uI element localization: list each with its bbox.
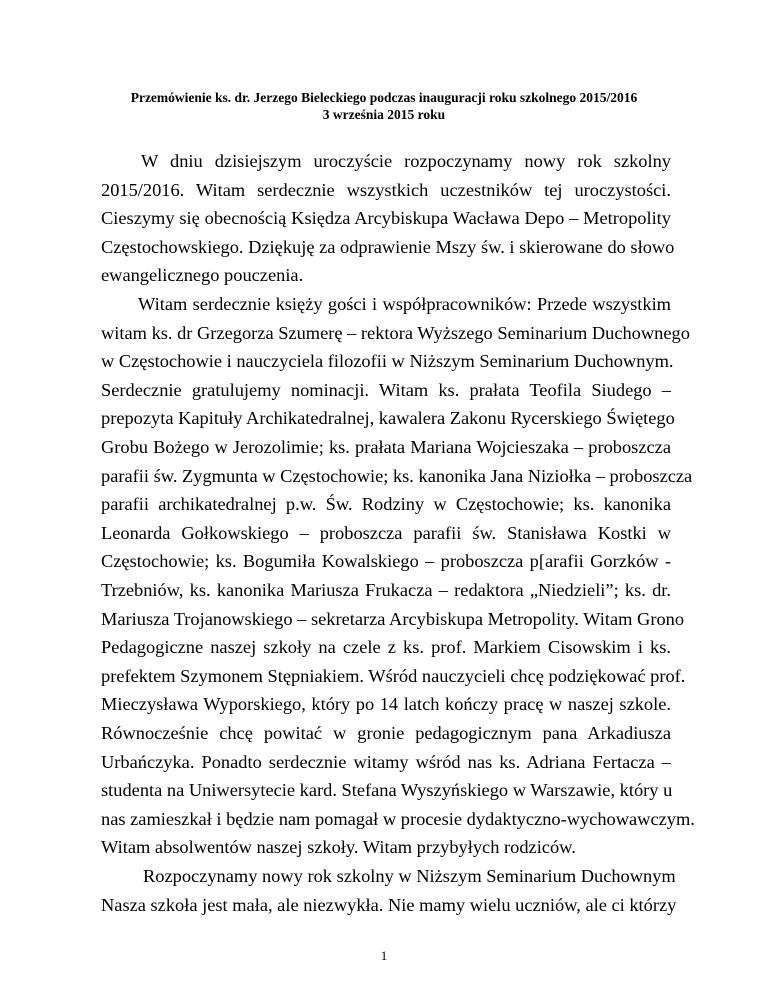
text-line: Grobu Bożego w Jerozolimie; ks. prałata Mariana Wojcieszaka – proboszcza xyxy=(101,437,671,457)
page-number: 1 xyxy=(380,948,388,963)
text-line: Witam absolwentów naszej szkoły. Witam przybyłych rodziców. xyxy=(101,837,576,858)
text-line: prepozyta Kapituły Archikatedralnej, kawalera Zakonu Rycerskiego Świętego xyxy=(101,408,675,429)
text-line: ewangelicznego pouczenia. xyxy=(101,265,304,286)
text-line: nas zamieszkał i będzie nam pomagał w procesie dydaktyczno-wychowawczym. xyxy=(101,808,695,829)
text-line: Urbańczyka. Ponadto serdecznie witamy wśród nas ks. Adriana Fertacza – xyxy=(101,751,671,772)
text-line: parafii archikatedralnej p.w. Św. Rodziny w Częstochowie; ks. kanonika xyxy=(101,494,671,515)
text-line: w Częstochowie i nauczyciela filozofii w Niższym Seminarium Duchownym. xyxy=(101,351,674,372)
text-line: witam ks. dr Grzegorza Szumerę – rektora Wyższego Seminarium Duchownego xyxy=(101,322,690,343)
document-date: 3 września 2015 roku xyxy=(322,107,446,122)
text-line: Równocześnie chcę powitać w gronie pedagogicznym pana Arkadiusza xyxy=(101,723,671,743)
text-line: Trzebniów, ks. kanonika Mariusza Frukacza – redaktora „Niedzieli”; ks. dr. xyxy=(101,580,671,600)
text-line: prefektem Szymonem Stępniakiem. Wśród nauczycieli chcę podziękować prof. xyxy=(101,665,686,686)
text-line: Rozpoczynamy nowy rok szkolny w Niższym Seminarium Duchownym xyxy=(143,866,676,886)
text-line: studenta na Uniwersytecie kard. Stefana Wyszyńskiego w Warszawie, który u xyxy=(101,780,673,801)
text-line: W dniu dzisiejszym uroczyście rozpoczynamy nowy rok szkolny xyxy=(141,151,671,171)
text-line: Nasza szkoła jest mała, ale niezwykła. Nie mamy wielu uczniów, ale ci którzy xyxy=(101,894,677,915)
text-line: 2015/2016. Witam serdecznie wszystkich uczestników tej uroczystości. xyxy=(101,179,671,200)
text-line: Częstochowskiego. Dziękuję za odprawienie Mszy św. i skierowane do słowo xyxy=(101,236,675,257)
text-line: Mieczysława Wyporskiego, który po 14 latch kończy pracę w naszej szkole. xyxy=(101,694,671,715)
text-line: Leonarda Gołkowskiego – proboszcza parafii św. Stanisława Kostki w xyxy=(101,522,671,543)
text-line: Pedagogiczne naszej szkoły na czele z ks. prof. Markiem Cisowskim i ks. xyxy=(101,637,671,658)
text-line: Cieszymy się obecnością Księdza Arcybiskupa Wacława Depo – Metropolity xyxy=(101,208,671,229)
text-line: Witam serdecznie księży gości i współpracowników: Przede wszystkim xyxy=(138,294,671,314)
text-line: Mariusza Trojanowskiego – sekretarza Arcybiskupa Metropolity. Witam Grono xyxy=(101,608,685,629)
text-line: Serdecznie gratulujemy nominacji. Witam ks. prałata Teofila Siudego – xyxy=(101,379,671,400)
document-title: Przemówienie ks. dr. Jerzego Bieleckiego podczas inauguracji roku szkolnego 2015/2016 xyxy=(130,90,638,105)
text-line: parafii św. Zygmunta w Częstochowie; ks. kanonika Jana Niziołka – proboszcza xyxy=(101,465,693,486)
text-line: Częstochowie; ks. Bogumiła Kowalskiego – proboszcza p[arafii Gorzków - xyxy=(101,551,671,572)
